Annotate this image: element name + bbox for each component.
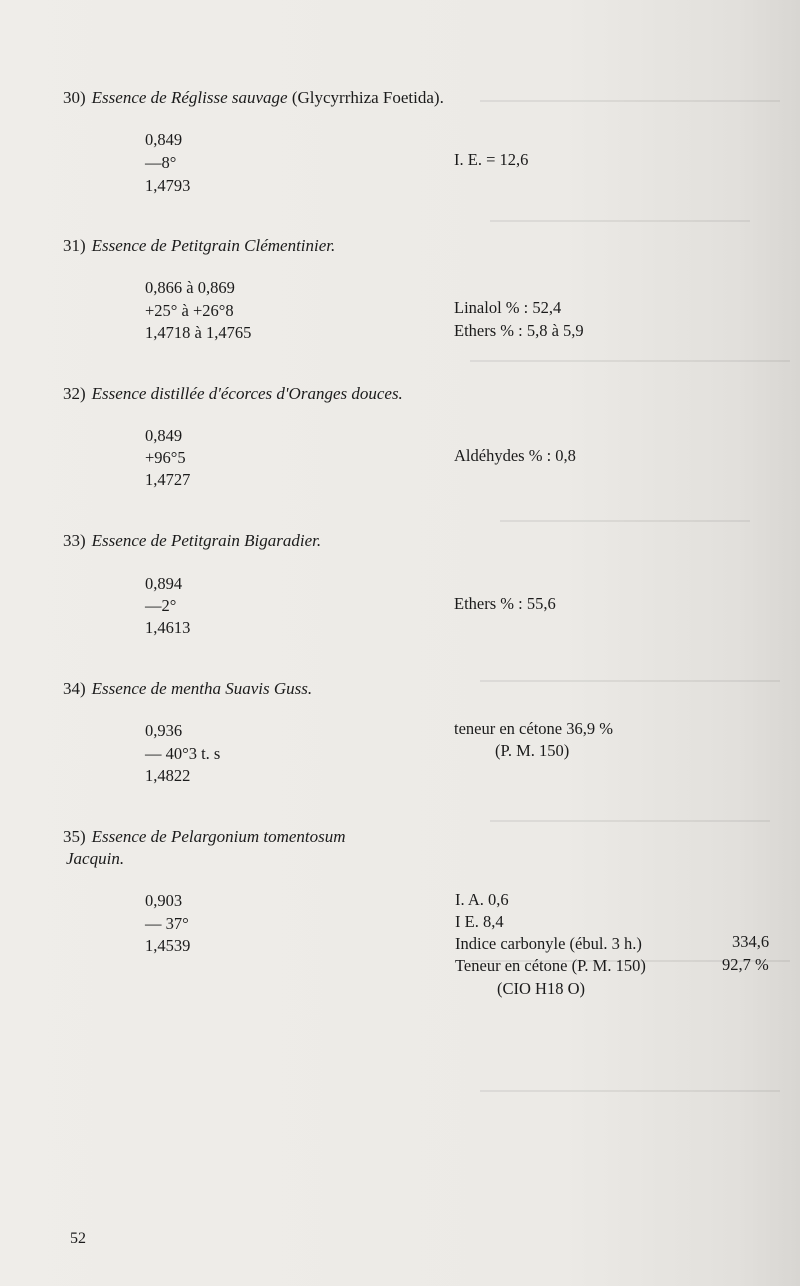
density-value: 0,936 [145,721,183,740]
entry-title: Essence de Pelargonium tomentosum [91,827,346,846]
entry-title: Essence de Réglisse sauvage [91,88,288,107]
density-value: 0,903 [145,891,183,910]
property-label: Teneur en cétone (P. M. 150) [455,956,646,975]
property-label: (CIO H18 O) [497,979,585,998]
refraction-value: 1,4718 à 1,4765 [145,323,252,342]
refraction-value: 1,4539 [145,936,191,955]
entry-number: 35) [63,827,86,846]
density-value: 0,894 [145,574,183,593]
entry-33-heading [63,531,321,551]
property-value: Linalol % : 52,4 [454,298,562,317]
density-value: 0,866 à 0,869 [145,278,235,297]
entry-title-continued: Jacquin. [66,849,125,868]
rotation-value: — 40°3 t. s [145,744,221,763]
refraction-value: 1,4822 [145,766,191,785]
rotation-value: +25° à +26°8 [145,301,234,320]
entry-35-heading [63,827,346,847]
refraction-value: 1,4727 [145,470,191,489]
entry-title: Essence de Petitgrain Clémentinier. [91,236,336,255]
density-value: 0,849 [145,130,183,149]
entry-number: 34) [63,679,86,698]
property-value: Ethers % : 5,8 à 5,9 [454,321,584,340]
refraction-value: 1,4793 [145,176,191,195]
property-value: 92,7 % [722,955,769,974]
entry-32-heading [63,384,403,404]
entry-number: 32) [63,384,86,403]
property-value: I. E. = 12,6 [454,150,529,169]
entry-30-heading [63,88,444,108]
rotation-value: +96°5 [145,448,186,467]
entry-31-heading [63,236,335,256]
property-value: I E. 8,4 [455,912,504,931]
rotation-value: —2° [145,596,177,615]
property-value: I. A. 0,6 [455,890,509,909]
entry-title: Essence de mentha Suavis Guss. [91,679,313,698]
entry-title-suffix: (Glycyrrhiza Foetida). [287,88,444,107]
rotation-value: — 37° [145,914,189,933]
property-value: Aldéhydes % : 0,8 [454,446,576,465]
property-value: teneur en cétone 36,9 % [454,719,613,738]
entry-title: Essence de Petitgrain Bigaradier. [91,531,322,550]
refraction-value: 1,4613 [145,618,191,637]
entry-35-heading-continued [66,849,124,869]
entry-number: 31) [63,236,86,255]
property-value: Ethers % : 55,6 [454,594,556,613]
property-label: Indice carbonyle (ébul. 3 h.) [455,934,642,953]
entry-number: 33) [63,531,86,550]
entry-title: Essence distillée d'écorces d'Oranges douces. [91,384,403,403]
property-value: 334,6 [732,932,770,951]
rotation-value: —8° [145,153,177,172]
density-value: 0,849 [145,426,183,445]
entry-34-heading [63,679,312,699]
page-number: 52 [70,1230,86,1247]
entry-number: 30) [63,88,86,107]
property-value: (P. M. 150) [495,741,570,760]
